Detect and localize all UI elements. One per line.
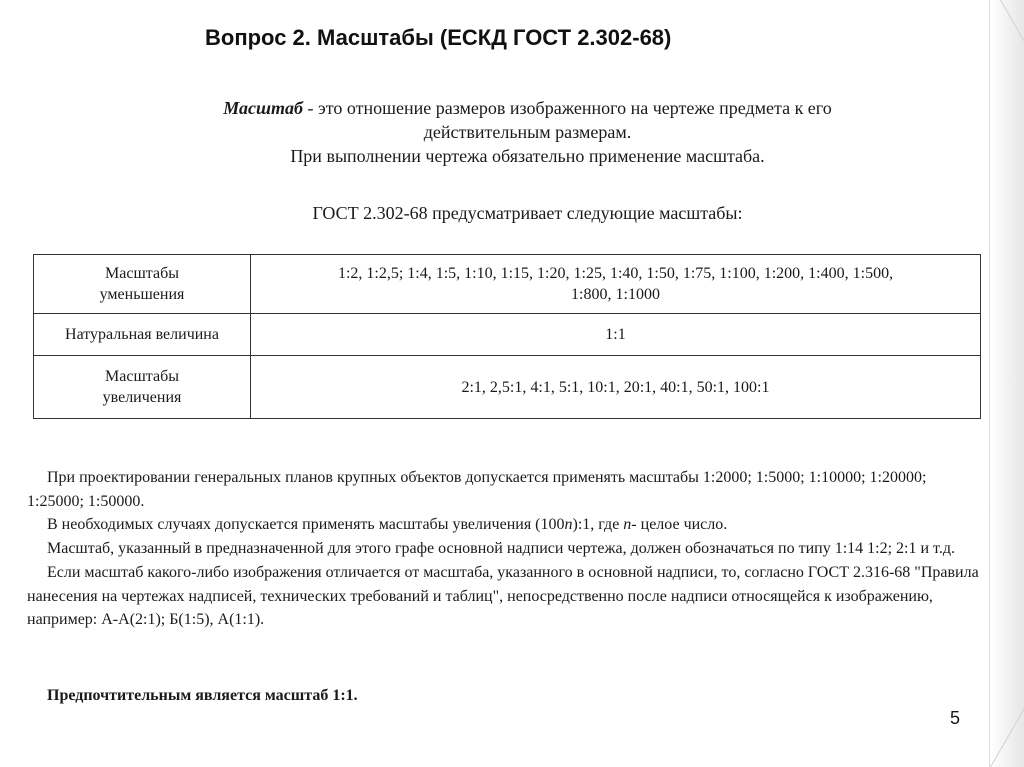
enlargement-values: 2:1, 2,5:1, 4:1, 5:1, 10:1, 20:1, 40:1, 50:1, 100:1 — [251, 356, 981, 419]
table-row-enlargement — [34, 356, 981, 419]
definition-text-3: При выполнении чертежа обязательно применение масштаба. — [290, 146, 765, 166]
preferred-scale-note: Предпочтительным является масштаб 1:1. — [47, 687, 358, 704]
note-paragraph-4: Если масштаб какого-либо изображения отличается от масштаба, указанного в основной надписи, то, согласно ГОСТ 2.316-68 "Правила нанесения на чертежах надписей, технических требований и таблиц", непосредственно после надписи относящейся к изображению, например: А-А(2:1); Б(1:5), А(1:1). — [27, 563, 979, 629]
definition-text-1: - это отношение размеров изображенного на чертеже предмета к его — [302, 98, 832, 118]
table-row-natural — [34, 314, 981, 356]
natural-value: 1:1 — [251, 314, 981, 356]
definition-text-2: действительным размерам. — [423, 122, 632, 142]
note-2-text-c: - целое число. — [631, 516, 728, 534]
note-2-variable: n — [564, 516, 573, 534]
enlargement-label-line-2: увеличения — [102, 389, 182, 406]
note-paragraph-2 — [27, 513, 985, 537]
note-paragraph-1: При проектировании генеральных планов крупных объектов допускается применять масштабы 1:2000; 1:5000; 1:10000; 1:20000; 1:25000; 1:50000. — [27, 469, 927, 510]
definition-term: Масштаб — [223, 98, 303, 118]
enlargement-label-line-1: Масштабы — [105, 368, 179, 385]
reduction-values-line-2: 1:800, 1:1000 — [571, 286, 660, 303]
note-2-text-b: ):1, где — [572, 516, 624, 534]
slide-title: Вопрос 2. Масштабы (ЕСКД ГОСТ 2.302-68) — [205, 25, 672, 50]
note-2-variable-2: n — [623, 516, 632, 534]
note-2-text-a: В необходимых случаях допускается применять масштабы увеличения (100 — [47, 516, 565, 534]
reduction-label — [34, 255, 251, 314]
enlargement-label — [34, 356, 251, 419]
scales-table — [33, 254, 981, 419]
definition-block — [120, 96, 935, 168]
definition-line-1 — [120, 96, 935, 120]
reduction-values — [251, 255, 981, 314]
natural-label: Натуральная величина — [34, 314, 251, 356]
reduction-values-line-1: 1:2, 1:2,5; 1:4, 1:5, 1:10, 1:15, 1:20, 1:25, 1:40, 1:50, 1:75, 1:100, 1:200, 1:400, 1:500, — [337, 265, 894, 282]
reduction-label-line-2: уменьшения — [99, 286, 185, 303]
table-row-reduction — [34, 255, 981, 314]
slide-edge — [989, 0, 1024, 767]
reduction-label-line-1: Масштабы — [105, 265, 179, 282]
gost-intro: ГОСТ 2.302-68 предусматривает следующие масштабы: — [312, 203, 743, 223]
note-paragraph-3: Масштаб, указанный в предназначенной для этого графе основной надписи чертежа, должен обозначаться по типу 1:14 1:2; 2:1 и т.д. — [47, 540, 955, 558]
page-number: 5 — [950, 708, 961, 728]
notes-block — [27, 466, 985, 632]
